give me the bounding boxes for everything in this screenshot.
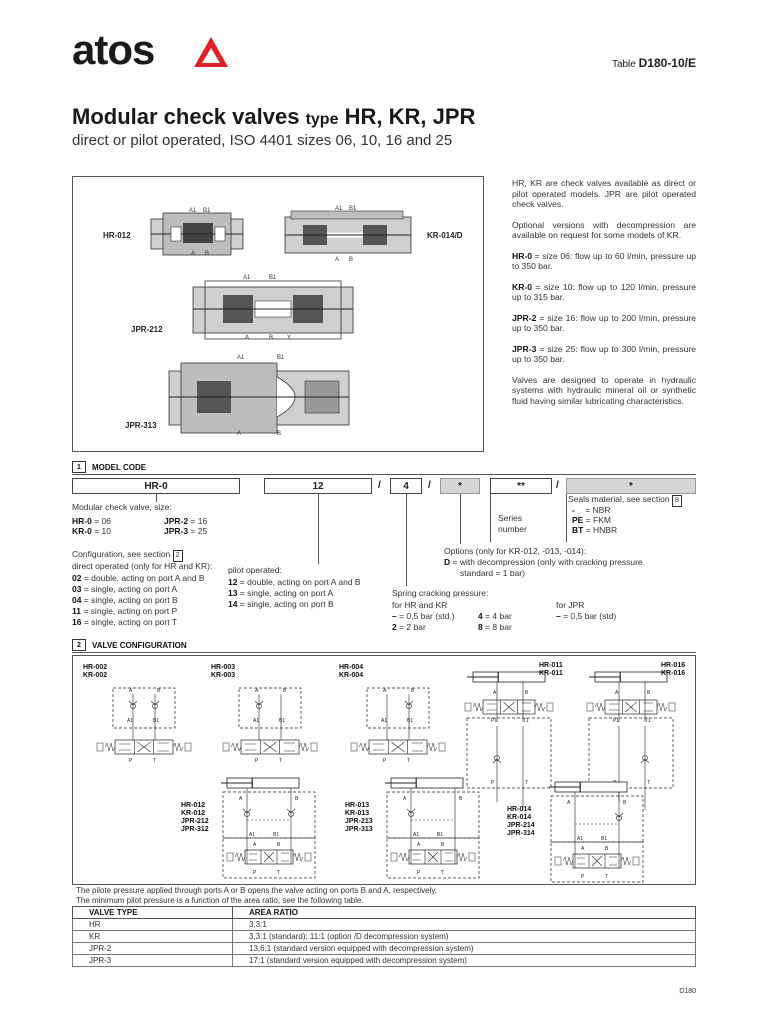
port-a1: A1 xyxy=(237,355,245,361)
port-label: B xyxy=(295,796,299,802)
table-code: D180-10/E xyxy=(638,56,696,70)
label-hr-016: HR-016 KR-016 xyxy=(661,662,686,677)
label-hr-013: HR-013 KR-013 JPR-213 JPR-313 xyxy=(345,802,373,833)
port-label: B xyxy=(157,688,161,694)
port-label: T1 xyxy=(523,718,529,724)
directional-valve-icon xyxy=(391,742,404,752)
solenoid-icon xyxy=(311,743,317,751)
port-label: A xyxy=(383,688,387,694)
solenoid-icon xyxy=(633,857,639,865)
options-d: D = with decompression (only with cracking pressure xyxy=(444,557,643,567)
port-label: B xyxy=(283,688,287,694)
port-label: P1 xyxy=(613,718,620,724)
code-box-series: ** xyxy=(490,478,552,494)
spring-icon xyxy=(299,743,309,751)
series-title-2: number xyxy=(498,524,527,534)
directional-valve-icon xyxy=(137,742,150,752)
section-number: 2 xyxy=(72,639,86,651)
spring-icon xyxy=(457,853,467,861)
jpr-313-section xyxy=(169,363,349,433)
config-title: Configuration, see section 2 xyxy=(72,549,183,562)
code-box-spring: 4 xyxy=(390,478,422,494)
directional-valve-icon xyxy=(281,853,289,861)
port-b1: B1 xyxy=(203,208,211,214)
directional-valve-icon xyxy=(264,852,274,862)
port-label: P xyxy=(581,874,585,880)
desc-jpr3: JPR-3 = size 25: flow up to 300 l/min, pressure up to 350 bar. xyxy=(512,343,696,364)
valve-config-diagrams xyxy=(72,655,696,885)
spring-icon xyxy=(231,743,241,751)
spring-2bar: 2 = 2 bar xyxy=(392,622,426,632)
options-title: Options (only for KR-012, -013, -014): xyxy=(444,546,587,556)
kr-014d-section xyxy=(285,211,411,253)
valve-sections-figure xyxy=(72,176,484,452)
spring-icon xyxy=(293,853,303,861)
valve-body-outline xyxy=(113,688,175,728)
size-jpr2: JPR-2 = 16 xyxy=(164,516,208,526)
valve-body-outline xyxy=(387,838,479,878)
solenoid-icon xyxy=(305,853,311,861)
table-row: JPR-2 13,6:1 (standard version equipped with decompression system) xyxy=(73,943,696,955)
page-subtitle: direct or pilot operated, ISO 4401 sizes 06, 10, 16 and 25 xyxy=(72,132,453,149)
size-title: Modular check valve, size: xyxy=(72,502,172,512)
size-jpr3: JPR-3 = 25 xyxy=(164,526,208,536)
directional-valve-icon xyxy=(445,853,453,861)
port-label: A xyxy=(129,688,133,694)
model-code-header xyxy=(72,461,146,473)
port-label: T xyxy=(605,874,609,880)
size-kr: KR-0 = 10 xyxy=(72,526,111,536)
connector-line xyxy=(490,494,491,542)
directional-valve-icon xyxy=(487,704,496,710)
valve-body-outline xyxy=(239,688,301,728)
label-hr-012: HR-012 KR-012 JPR-212 JPR-312 xyxy=(181,802,209,833)
port-b: B xyxy=(269,335,274,341)
port-label: B xyxy=(605,846,609,852)
code-slash: / xyxy=(378,480,381,491)
code-box-options: * xyxy=(440,478,480,494)
port-label: B xyxy=(647,690,651,696)
port-label: T xyxy=(647,780,651,786)
directional-valve-icon xyxy=(503,702,514,712)
port-label: B xyxy=(277,842,281,848)
label-hr-014: HR-014 KR-014 JPR-214 JPR-314 xyxy=(507,806,535,837)
solenoid-icon xyxy=(547,703,553,711)
port-label: P xyxy=(417,870,421,876)
solenoid-icon xyxy=(469,853,475,861)
col-area-ratio: AREA RATIO xyxy=(233,907,696,919)
spring-jpr-std: – = 0,5 bar (std) xyxy=(556,611,617,621)
port-label: B xyxy=(441,842,445,848)
direct-03: 03 = single, acting on port A xyxy=(72,584,178,594)
directional-valve-icon xyxy=(609,704,618,710)
port-label: T xyxy=(153,758,157,764)
spring-icon xyxy=(105,743,115,751)
directional-valve-icon xyxy=(412,743,423,751)
table-header-row xyxy=(73,907,696,919)
solenoid-icon xyxy=(97,743,103,751)
spring-std: – = 0,5 bar (std.) xyxy=(392,611,455,621)
directional-valve-icon xyxy=(119,744,130,750)
col-valve-type: VALVE TYPE xyxy=(73,907,233,919)
spring-icon xyxy=(359,743,369,751)
directional-valve-icon xyxy=(263,742,276,752)
spring-icon xyxy=(657,703,667,711)
port-label: T xyxy=(441,870,445,876)
desc-kr: KR-0 = size 10: flow up to 120 l/min, pressure up to 315 bar. xyxy=(512,281,696,302)
connector-line xyxy=(566,494,567,542)
section-divider xyxy=(72,474,696,475)
port-a: A xyxy=(191,251,196,257)
port-label: B1 xyxy=(407,718,414,724)
label-kr-014d: KR-014/D xyxy=(427,231,463,240)
port-label: T xyxy=(277,870,281,876)
connector-line xyxy=(318,494,319,564)
options-d-cont: standard = 1 bar) xyxy=(460,568,525,578)
spring-icon xyxy=(427,743,437,751)
connector-line xyxy=(406,494,407,586)
spring-icon xyxy=(535,703,545,711)
port-label: B1 xyxy=(437,832,444,838)
code-box-model: HR-0 xyxy=(72,478,240,494)
spring-8bar: 8 = 8 bar xyxy=(478,622,512,632)
directional-valve-icon xyxy=(609,857,617,865)
valve-body-outline xyxy=(223,792,315,838)
jpr-212-section xyxy=(193,281,353,339)
seals-fkm: PE = FKM xyxy=(572,515,611,525)
spring-icon xyxy=(595,703,605,711)
footer-code: D180 xyxy=(679,988,696,995)
port-label: B xyxy=(459,796,463,802)
port-label: P xyxy=(255,758,259,764)
directional-valve-icon xyxy=(592,856,602,866)
label-jpr-313: JPR-313 xyxy=(125,421,157,430)
solenoid-icon xyxy=(351,743,357,751)
port-label: P1 xyxy=(491,718,498,724)
directional-valve-icon xyxy=(158,743,169,751)
port-label: A xyxy=(615,690,619,696)
solenoid-icon xyxy=(669,703,675,711)
size-hr: HR-0 = 06 xyxy=(72,516,111,526)
port-label: T xyxy=(525,780,529,786)
spring-icon xyxy=(235,853,245,861)
port-b1: B1 xyxy=(349,206,357,212)
code-box-config: 12 xyxy=(264,478,372,494)
port-a: A xyxy=(335,257,340,263)
label-hr-012: HR-012 xyxy=(103,231,131,240)
port-b1: B1 xyxy=(269,275,277,281)
valve-body-outline xyxy=(367,688,429,728)
label-jpr-212: JPR-212 xyxy=(131,325,163,334)
solenoid-icon xyxy=(439,743,445,751)
pilot-13: 13 = single, acting on port A xyxy=(228,588,334,598)
port-label: A xyxy=(581,846,585,852)
spring-icon xyxy=(621,857,631,865)
valve-body-outline xyxy=(387,792,479,838)
port-label: A1 xyxy=(253,718,260,724)
valve-body-outline xyxy=(551,842,643,882)
directional-valve-icon xyxy=(413,854,421,860)
pilot-pressure-note: The pilote pressure applied through ports A or B opens the valve acting on ports B and A, respectively. The minimum pilot pressure is a function of the area ratio, see the following table. xyxy=(76,886,437,905)
desc-hr: HR-0 = size 06: flow up to 60 l/min, pressure up to 350 bar. xyxy=(512,250,696,271)
direct-16: 16 = single, acting on port T xyxy=(72,617,177,627)
solenoid-icon xyxy=(185,743,191,751)
port-b1: B1 xyxy=(277,355,285,361)
port-label: A xyxy=(417,842,421,848)
port-label: A xyxy=(255,688,259,694)
pilot-14: 14 = single, acting on port B xyxy=(228,599,334,609)
section-title: MODEL CODE xyxy=(92,462,147,472)
solenoid-icon xyxy=(391,853,397,861)
port-label: B1 xyxy=(153,718,160,724)
port-label: A1 xyxy=(127,718,134,724)
seals-hnbr: BT = HNBR xyxy=(572,525,618,535)
port-a1: A1 xyxy=(243,275,251,281)
code-box-seals: * xyxy=(566,478,696,494)
port-a: A xyxy=(245,335,250,341)
solenoid-icon xyxy=(555,857,561,865)
logo-text: atos xyxy=(72,26,155,73)
directional-valve-icon xyxy=(284,743,295,751)
port-label: P xyxy=(253,870,257,876)
port-label: B1 xyxy=(601,836,608,842)
valve-body-outline xyxy=(551,796,643,842)
section-divider xyxy=(72,652,696,653)
table-row: KR 3,3:1 (standard); 11:1 (option /D decompression system) xyxy=(73,931,696,943)
port-label: B1 xyxy=(279,718,286,724)
seals-nbr: - = NBR xyxy=(572,505,611,515)
port-label: A xyxy=(403,796,407,802)
desc-jpr2: JPR-2 = size 16: flow up to 200 l/min, pressure up to 350 bar. xyxy=(512,312,696,333)
description-text xyxy=(512,178,696,416)
port-label: A1 xyxy=(249,832,256,838)
section-title: VALVE CONFIGURATION xyxy=(92,640,187,650)
label-hr-003: HR-003 KR-003 xyxy=(211,664,236,679)
spring-hr-kr-title: for HR and KR xyxy=(392,600,448,610)
section-number: 1 xyxy=(72,461,86,473)
directional-valve-icon xyxy=(625,702,636,712)
port-label: B xyxy=(411,688,415,694)
direct-title: direct operated (only for HR and KR): xyxy=(72,561,213,571)
direct-02: 02 = double, acting on port A and B xyxy=(72,573,205,583)
code-slash: / xyxy=(428,480,431,491)
page-title: Modular check valves type HR, KR, JPR xyxy=(72,104,476,129)
label-hr-011: HR-011 KR-011 xyxy=(539,662,563,677)
area-ratio-table xyxy=(72,906,696,967)
valve-schematics xyxy=(73,656,695,884)
port-label: A xyxy=(493,690,497,696)
label-hr-004: HR-004 KR-004 xyxy=(339,664,364,679)
port-label: B xyxy=(623,800,627,806)
solenoid-icon xyxy=(223,743,229,751)
connector-line xyxy=(460,494,461,544)
atos-logo xyxy=(72,26,222,74)
series-title: Series xyxy=(498,513,523,523)
spring-4bar: 4 = 4 bar xyxy=(478,611,512,621)
desc-decompression: Optional versions with decompression are available on request for some models of KR. xyxy=(512,219,696,240)
valve-sections-drawing xyxy=(73,177,483,451)
port-a1: A1 xyxy=(189,208,197,214)
solenoid-icon xyxy=(465,703,471,711)
port-label: P xyxy=(129,758,133,764)
spring-title: Spring cracking pressure: xyxy=(392,588,489,598)
port-label: A xyxy=(239,796,243,802)
valve-body-outline xyxy=(467,718,551,788)
pilot-12: 12 = double, acting on port A and B xyxy=(228,577,361,587)
port-label: T xyxy=(407,758,411,764)
solenoid-icon xyxy=(587,703,593,711)
seals-title: Seals material, see section 8 xyxy=(568,494,682,507)
port-label: A1 xyxy=(577,836,584,842)
table-reference: Table D180-10/E xyxy=(611,56,696,70)
code-slash: / xyxy=(556,480,559,491)
table-row: JPR-3 17:1 (standard version equipped with decompression system) xyxy=(73,955,696,967)
port-label: T1 xyxy=(645,718,651,724)
spring-jpr-title: for JPR xyxy=(556,600,585,610)
port-label: B xyxy=(525,690,529,696)
spring-icon xyxy=(399,853,409,861)
label-hr-002: HR-002 KR-002 xyxy=(83,664,108,679)
port-a: A xyxy=(237,431,242,437)
port-b: B xyxy=(277,431,282,437)
port-label: T xyxy=(279,758,283,764)
port-b: B xyxy=(205,251,210,257)
port-label: P xyxy=(491,780,495,786)
direct-04: 04 = single, acting on port B xyxy=(72,595,178,605)
hr-012-section xyxy=(151,213,243,255)
valve-body-outline xyxy=(589,718,673,788)
directional-valve-icon xyxy=(428,852,438,862)
port-label: A xyxy=(253,842,257,848)
port-a1: A1 xyxy=(335,206,343,212)
port-label: B1 xyxy=(273,832,280,838)
directional-valve-icon xyxy=(249,854,257,860)
port-label: A1 xyxy=(381,718,388,724)
pilot-title: pilot operated: xyxy=(228,565,282,575)
spring-icon xyxy=(563,857,573,865)
port-label: A xyxy=(567,800,571,806)
spring-icon xyxy=(473,703,483,711)
directional-valve-icon xyxy=(577,858,585,864)
table-row: HR 3,3:1 xyxy=(73,919,696,931)
port-label: A1 xyxy=(413,832,420,838)
port-y: Y xyxy=(287,335,292,341)
directional-valve-icon xyxy=(373,744,384,750)
directional-valve-icon xyxy=(245,744,256,750)
solenoid-icon xyxy=(227,853,233,861)
valve-config-header xyxy=(72,639,187,651)
connector-line xyxy=(156,494,157,502)
desc-fluids: Valves are designed to operate in hydraulic systems with hydraulic mineral oil or synthetic fluid having similar lubricating characteristics. xyxy=(512,374,696,406)
port-b: B xyxy=(349,257,354,263)
valve-body-outline xyxy=(223,838,315,878)
spring-icon xyxy=(173,743,183,751)
direct-11: 11 = single, acting on port P xyxy=(72,606,178,616)
port-label: P xyxy=(383,758,387,764)
triangle-logo-icon xyxy=(192,35,230,69)
desc-intro: HR, KR are check valves available as direct or pilot operated models. JPR are pilot operated check valves. xyxy=(512,178,696,209)
